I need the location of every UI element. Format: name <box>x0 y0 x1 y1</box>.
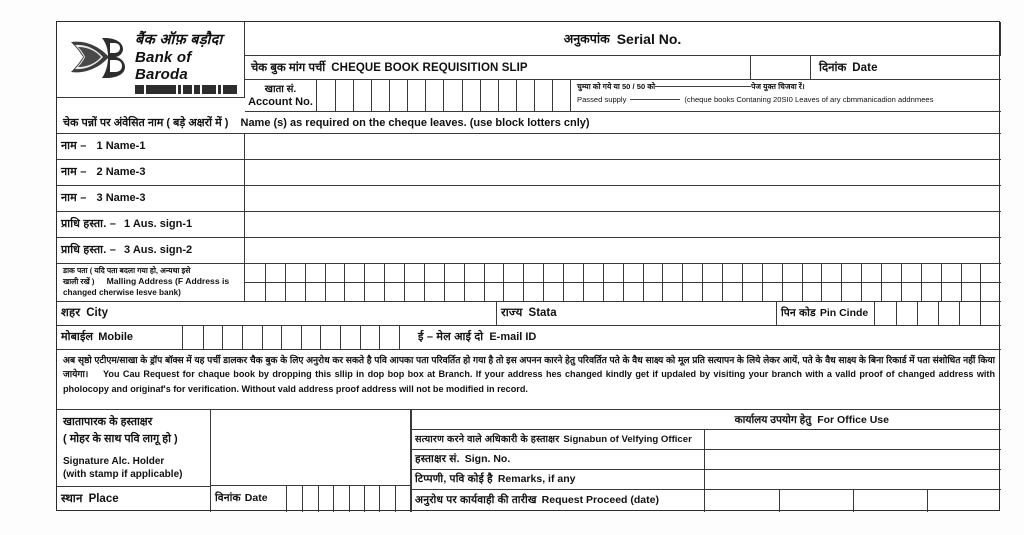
form-title-cell <box>245 56 751 80</box>
request-proceed-date-boxes[interactable] <box>705 490 1001 512</box>
name-row-label-1 <box>57 160 245 186</box>
serial-no-label-english: Serial No. <box>616 30 682 47</box>
signature-holder-hindi-line2: ( मोहर के साथ पवि लागू हो ) <box>63 432 178 445</box>
account-no-label-cell <box>245 80 317 112</box>
city-label-hindi: शहर <box>61 307 81 320</box>
verifying-officer-label <box>411 430 705 450</box>
serial-no-cell <box>245 22 1001 56</box>
name-row-english-2: 3 Name-3 <box>96 191 146 204</box>
mailing-address-hindi-line2: खाली रखें ) Malling Address (F Address is <box>63 276 230 287</box>
pin-code-label-english: Pin Cinde <box>819 306 869 319</box>
names-header-english: Name (s) as required on the cheque leaves. (use block lotters cnly) <box>240 117 590 129</box>
cheque-book-requisition-form <box>56 21 1000 511</box>
mailing-address-english-line2: changed cherwise lesve bank) <box>63 287 181 297</box>
office-use-header <box>411 410 1001 430</box>
bank-logo <box>63 30 245 92</box>
mobile-label <box>57 326 183 350</box>
remarks-hindi: टिप्पणी, पवि कोई है <box>415 472 493 485</box>
state-label-english: Stata <box>528 307 557 320</box>
names-header-cell <box>57 112 1001 134</box>
bottom-date-boxes[interactable] <box>287 486 411 512</box>
account-no-boxes[interactable] <box>317 80 571 112</box>
name-row-label-2 <box>57 186 245 212</box>
name-row-hindi-3: प्राधि हस्ता. – <box>61 217 117 230</box>
state-label-hindi: राज्य <box>501 307 523 320</box>
signature-holder-sign-area[interactable] <box>211 410 411 486</box>
request-proceed-english: Request Proceed (date) <box>541 494 659 507</box>
baroda-b-logo-icon <box>69 34 129 80</box>
signature-holder-label-cell <box>57 410 211 486</box>
pin-code-label-hindi: पिन कोड <box>781 306 816 319</box>
sign-no-input[interactable] <box>705 450 1001 470</box>
name-row-input-0[interactable] <box>245 134 1001 160</box>
name-row-label-4 <box>57 238 245 264</box>
date-label-hindi: दिनांक <box>819 62 847 74</box>
office-use-left-divider <box>411 410 412 512</box>
mailing-address-label-cell <box>57 264 245 302</box>
sign-no-label <box>411 450 705 470</box>
date-label-english: Date <box>852 61 878 74</box>
notice-text-english: You Cau Request for chaque book by dropping this sllip in dop bop box at Branch. If your address hes changed kindly get if updaled by visiting your branch with a valld proof of changed address with pholocopy and originaf's for verification. Without vald address proof address will not be modified in record. <box>63 369 995 394</box>
name-row-input-1[interactable] <box>245 160 1001 186</box>
place-field[interactable] <box>57 486 211 512</box>
pin-code-boxes[interactable] <box>875 302 1001 326</box>
names-header-hindi: चेक पन्नों पर अंवेसित नाम ( बड़े अक्षरों में ) <box>63 117 229 129</box>
pin-code-label <box>777 302 875 326</box>
verifying-officer-english: Signabun of Velfying Officer <box>563 433 692 445</box>
mailing-address-boxes-row2[interactable] <box>245 283 1001 302</box>
mailing-address-boxes-row1[interactable] <box>245 264 1001 283</box>
passed-supply-line-english: Passed supply (cheque books Contaning 20SI0 Leaves of ary cbmmanicadion addnmees <box>577 95 934 105</box>
form-title-english: CHEQUE BOOK REQUISITION SLIP <box>331 61 528 74</box>
email-field[interactable] <box>400 326 1001 350</box>
bottom-date-label <box>211 486 287 512</box>
mobile-label-hindi: मोबाईल <box>61 330 94 343</box>
office-use-header-hindi: कार्यालय उपयोग हेतु <box>734 413 812 426</box>
bottom-date-label-hindi: विनांक <box>215 492 241 505</box>
request-proceed-hindi: अनुरोध पर कार्यवाही की तारीख <box>415 494 537 507</box>
mailing-address-hindi-line1: डाक पता ( यदि पता बदला गया हो, अन्यथा इसे <box>63 266 191 275</box>
signature-holder-english-line2: (with stamp if applicable) <box>63 469 183 480</box>
bank-logo-text <box>135 32 247 94</box>
passed-supply-line-hindi: चुम्या को गये या 50 / 50 को पेज युक्त चिजवा रें। <box>577 82 805 91</box>
city-label-english: City <box>86 307 108 320</box>
remarks-english: Remarks, if any <box>497 472 576 485</box>
notice-text-hindi: अब सृष्ठो एटीएम/साखा के ड्रॉप बॉक्स में यह पर्ची डालकर चैक बुक के लिए अनुरोध कर सकते है पवि आपका पता परिवर्तित हो गया है तो इस अपनन कारने हेतु परिवर्तित पते के वैध साक्ष्य को मूल प्रति सत्यापन के लिये लेकर आयें, पते के वैध साक्ष्य के बिना रिकार्ड में पता संशोधित नहीं किया जायेगा। <box>63 355 995 380</box>
title-right-blank-cell[interactable] <box>751 56 811 80</box>
name-row-english-3: 1 Aus. sign-1 <box>124 217 193 230</box>
name-row-hindi-1: नाम – <box>61 165 87 178</box>
passed-supply-cell <box>571 80 1001 112</box>
name-row-input-4[interactable] <box>245 238 1001 264</box>
mobile-label-english: Mobile <box>98 330 134 343</box>
form-title-hindi: चेक बुक मांग पर्ची <box>251 62 326 74</box>
signature-holder-hindi-line1: खातापारक के हस्ताक्षर <box>63 416 153 428</box>
date-label-cell <box>811 56 1001 80</box>
request-proceed-label <box>411 490 705 512</box>
mobile-boxes[interactable] <box>183 326 400 350</box>
office-use-header-english: For Office Use <box>817 413 889 426</box>
notice-paragraph <box>57 350 1001 410</box>
name-row-hindi-0: नाम – <box>61 139 87 152</box>
city-field[interactable] <box>57 302 497 326</box>
remarks-input[interactable] <box>705 470 1001 490</box>
signature-holder-english-line1: Signature Alc. Holder <box>63 456 165 467</box>
name-row-input-3[interactable] <box>245 212 1001 238</box>
bottom-date-label-english: Date <box>244 492 268 505</box>
logo-decor-bar <box>135 85 247 94</box>
state-field[interactable] <box>497 302 777 326</box>
name-row-hindi-4: प्राधि हस्ता. – <box>61 243 117 256</box>
account-no-label-english: Account No. <box>248 96 313 108</box>
sign-no-english: Sign. No. <box>464 452 511 465</box>
bank-logo-cell <box>57 22 245 98</box>
bank-name-hindi: बैंक ऑफ़ बड़ौदा <box>135 32 223 48</box>
place-label-hindi: स्थान <box>61 493 83 506</box>
account-no-label-hindi: खाता सं. <box>264 84 297 95</box>
serial-no-label-hindi: अनुकपांक <box>563 32 610 46</box>
verifying-officer-input[interactable] <box>705 430 1001 450</box>
name-row-english-1: 2 Name-3 <box>96 165 146 178</box>
name-row-english-0: 1 Name-1 <box>96 139 146 152</box>
email-label-english: E-mail ID <box>489 330 537 343</box>
name-row-input-2[interactable] <box>245 186 1001 212</box>
place-label-english: Place <box>88 493 119 506</box>
verifying-officer-hindi: सत्यारण करने वाले अधिकारी के हस्ताक्षर <box>415 433 560 445</box>
sign-no-hindi: हस्ताक्षर सं. <box>415 452 460 465</box>
name-row-hindi-2: नाम – <box>61 191 87 204</box>
remarks-label <box>411 470 705 490</box>
email-label-hindi: ई – मेल आई दो <box>418 330 484 343</box>
name-row-label-0 <box>57 134 245 160</box>
name-row-label-3 <box>57 212 245 238</box>
bank-name-english: Bank of Baroda <box>135 48 192 83</box>
name-row-english-4: 3 Aus. sign-2 <box>124 243 193 256</box>
